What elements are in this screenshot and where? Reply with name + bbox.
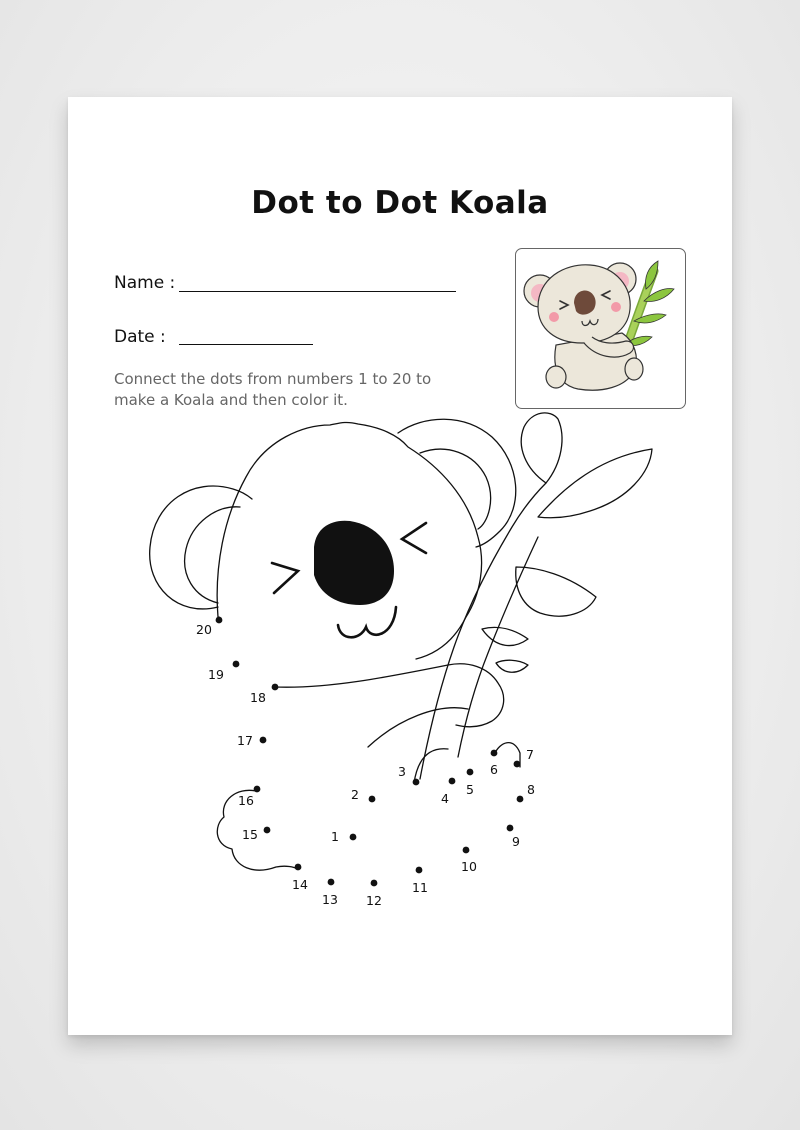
- dot-20: [216, 617, 223, 624]
- dot-4: [449, 778, 456, 785]
- dot-numbers: [196, 622, 535, 908]
- dot-7: [514, 761, 521, 768]
- name-label: Name :: [114, 273, 176, 293]
- dot-label-14: 14: [292, 877, 308, 892]
- dot-6: [491, 750, 498, 757]
- leaf-middle: [516, 567, 596, 616]
- dot-label-18: 18: [250, 690, 266, 705]
- instructions-text: Connect the dots from numbers 1 to 20 to make a Koala and then color it.: [114, 370, 432, 409]
- dot-13: [328, 879, 335, 886]
- dot-16: [254, 786, 261, 793]
- dot-2: [369, 796, 376, 803]
- leaf-top-right: [538, 449, 652, 518]
- dot-14: [295, 864, 302, 871]
- dot-label-15: 15: [242, 827, 258, 842]
- dot-3: [413, 779, 420, 786]
- dot-label-13: 13: [322, 892, 338, 907]
- dot-label-1: 1: [331, 829, 339, 844]
- arm-lower: [368, 708, 468, 747]
- dot-label-12: 12: [366, 893, 382, 908]
- left-eye: [272, 563, 298, 593]
- dot-label-3: 3: [398, 764, 406, 779]
- dot-label-5: 5: [466, 782, 474, 797]
- dot-11: [416, 867, 423, 874]
- dot-10: [463, 847, 470, 854]
- left-ear-outline: [150, 486, 252, 609]
- dot-layer: [216, 617, 524, 887]
- dot-17: [260, 737, 267, 744]
- worksheet-sheet: [68, 97, 732, 1035]
- dot-label-16: 16: [238, 793, 254, 808]
- left-ear-inner: [185, 507, 240, 603]
- dot-label-9: 9: [512, 834, 520, 849]
- dot-1: [350, 834, 357, 841]
- branch-right-edge: [458, 537, 538, 757]
- dot-19: [233, 661, 240, 668]
- dot-label-19: 19: [208, 667, 224, 682]
- dot-label-20: 20: [196, 622, 212, 637]
- right-eye: [402, 523, 426, 553]
- dot-label-8: 8: [527, 782, 535, 797]
- nose-shape: [314, 521, 394, 605]
- dot-label-11: 11: [412, 880, 428, 895]
- dot-label-6: 6: [490, 762, 498, 777]
- paw-outline: [414, 749, 448, 783]
- dot-8: [517, 796, 524, 803]
- dot-label-2: 2: [351, 787, 359, 802]
- dot-15: [264, 827, 271, 834]
- leaf-small-left: [482, 627, 528, 645]
- dot-18: [272, 684, 279, 691]
- mouth: [338, 607, 396, 637]
- arm-outline: [275, 664, 504, 727]
- dot-label-4: 4: [441, 791, 449, 806]
- dot-label-7: 7: [526, 747, 534, 762]
- koala-outline-drawing: [68, 97, 732, 1035]
- right-ear-outline: [398, 419, 516, 547]
- dot-label-17: 17: [237, 733, 253, 748]
- dot-label-10: 10: [461, 859, 477, 874]
- date-label: Date :: [114, 327, 166, 347]
- leaf-small-right: [496, 660, 528, 672]
- dot-12: [371, 880, 378, 887]
- dot-9: [507, 825, 514, 832]
- dot-5: [467, 769, 474, 776]
- worksheet-title: Dot to Dot Koala: [251, 185, 549, 221]
- leaf-top: [521, 413, 562, 483]
